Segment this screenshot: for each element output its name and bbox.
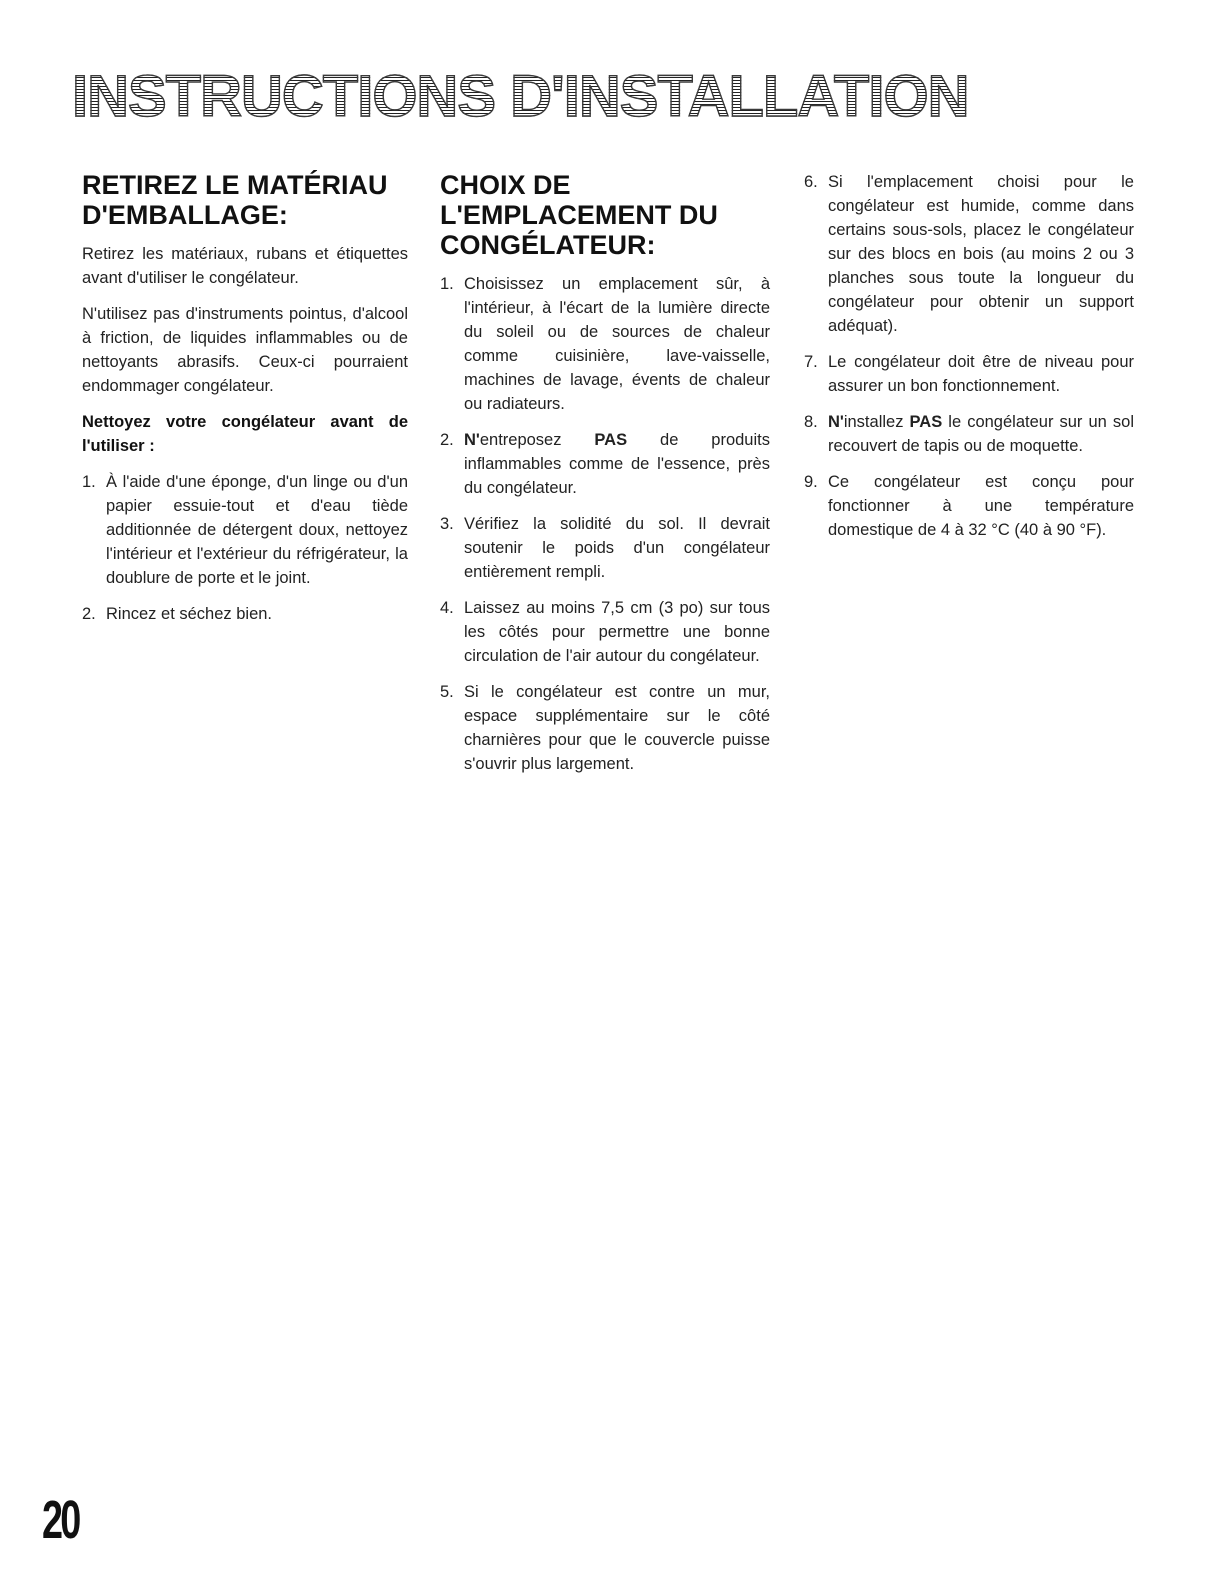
- location-steps-list-continued: [804, 170, 1134, 542]
- list-number: 9.: [804, 473, 818, 491]
- list-item: [440, 680, 770, 776]
- text-fragment: entreposez: [479, 431, 595, 449]
- heading-line: D'EMBALLAGE:: [82, 200, 288, 230]
- page-number: 20: [42, 1490, 79, 1550]
- list-item: [440, 272, 770, 416]
- list-item: [804, 410, 1134, 458]
- list-number: 2.: [82, 605, 96, 623]
- cleaning-steps-list: [82, 470, 408, 626]
- list-item: [440, 512, 770, 584]
- text-fragment: de produits inflammables comme de l'essence, près du congélateur.: [464, 431, 770, 497]
- list-text: Si l'emplacement choisi pour le congélateur est humide, comme dans certains sous-sols, placez le congélateur sur des blocs en bois (au moins 2 ou 3 planches sous toute la longueur du congélateur pour obtenir un support adéquat).: [828, 173, 1134, 335]
- list-number: 3.: [440, 515, 454, 533]
- heading-line: L'EMPLACEMENT DU: [440, 200, 718, 230]
- section-heading-location: [440, 170, 770, 260]
- heading-line: RETIREZ LE MATÉRIAU: [82, 170, 388, 200]
- list-item: [804, 350, 1134, 398]
- list-text: [828, 413, 1134, 455]
- list-text: Choisissez un emplacement sûr, à l'intérieur, à l'écart de la lumière directe du soleil ou de sources de chaleur comme cuisinière, lave-vaisselle, machines de lavage, évents de chaleur ou radiateurs.: [464, 275, 770, 413]
- section-heading-packaging: [82, 170, 408, 230]
- column-middle: [440, 170, 770, 788]
- list-item: [440, 428, 770, 500]
- list-text: [464, 431, 770, 497]
- list-text: Vérifiez la solidité du sol. Il devrait soutenir le poids d'un congélateur entièrement rempli.: [464, 515, 770, 581]
- bold-text: N': [464, 431, 480, 449]
- list-number: 8.: [804, 413, 818, 431]
- page-title: INSTRUCTIONS D'INSTALLATION: [72, 62, 968, 132]
- list-number: 6.: [804, 173, 818, 191]
- list-item: [82, 602, 408, 626]
- heading-line: CONGÉLATEUR:: [440, 230, 656, 260]
- list-text: Ce congélateur est conçu pour fonctionner à une température domestique de 4 à 32 °C (40 à 90 °F).: [828, 473, 1134, 539]
- column-left: [82, 170, 408, 638]
- list-text: Laissez au moins 7,5 cm (3 po) sur tous les côtés pour permettre une bonne circulation de l'air autour du congélateur.: [464, 599, 770, 665]
- column-right: [804, 170, 1134, 554]
- list-item: [804, 170, 1134, 338]
- list-number: 7.: [804, 353, 818, 371]
- bold-text: N': [828, 413, 844, 431]
- list-text: Rincez et séchez bien.: [106, 605, 273, 623]
- list-text: Le congélateur doit être de niveau pour assurer un bon fonctionnement.: [828, 353, 1134, 395]
- cleaning-subheading: Nettoyez votre congélateur avant de l'utiliser :: [82, 413, 408, 455]
- list-text: À l'aide d'une éponge, d'un linge ou d'un papier essuie-tout et d'eau tiède additionnée de détergent doux, nettoyez l'intérieur et l'extérieur du réfrigérateur, la doublure de porte et le joint.: [106, 473, 408, 587]
- list-item: [82, 470, 408, 590]
- list-number: 2.: [440, 431, 454, 449]
- text-fragment: le congélateur sur un sol recouvert de tapis ou de moquette.: [828, 413, 1134, 455]
- paragraph: N'utilisez pas d'instruments pointus, d'alcool à friction, de liquides inflammables ou de nettoyants abrasifs. Ceux-ci pourraient endommager congélateur.: [82, 305, 408, 395]
- bold-text: PAS: [909, 413, 943, 431]
- list-number: 1.: [82, 473, 96, 491]
- list-item: [804, 470, 1134, 542]
- heading-line: CHOIX DE: [440, 170, 571, 200]
- paragraph: Retirez les matériaux, rubans et étiquettes avant d'utiliser le congélateur.: [82, 245, 408, 287]
- location-steps-list: [440, 272, 770, 776]
- list-text: Si le congélateur est contre un mur, espace supplémentaire sur le côté charnières pour que le couvercle puisse s'ouvrir plus largement.: [464, 683, 770, 773]
- list-number: 4.: [440, 599, 454, 617]
- bold-text: PAS: [594, 431, 628, 449]
- text-fragment: installez: [843, 413, 910, 431]
- list-number: 1.: [440, 275, 454, 293]
- list-item: [440, 596, 770, 668]
- list-number: 5.: [440, 683, 454, 701]
